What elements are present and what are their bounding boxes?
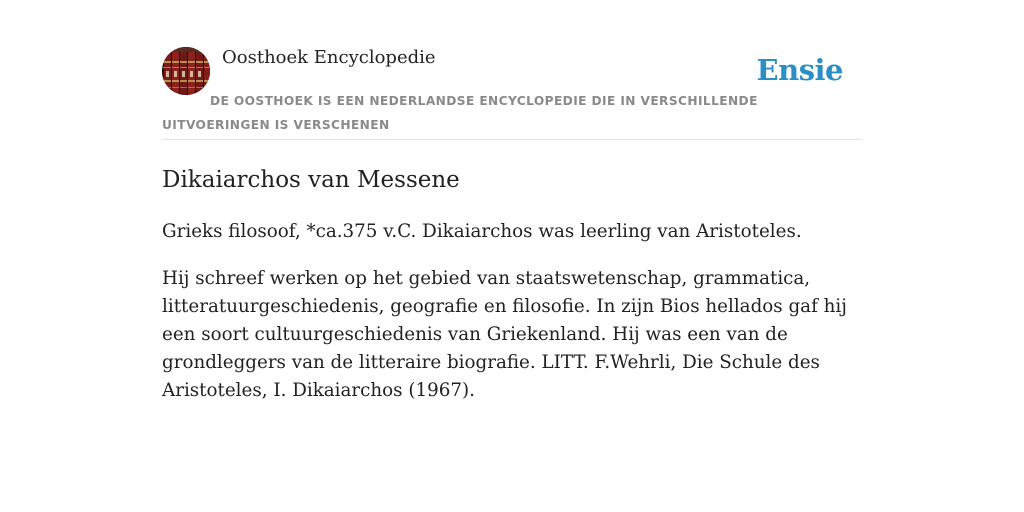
source-name-link[interactable]: Oosthoek Encyclopedie <box>222 47 436 68</box>
source-avatar-icon[interactable] <box>162 47 210 95</box>
page-container <box>162 46 862 405</box>
source-header <box>162 46 862 140</box>
article-title: Dikaiarchos van Messene <box>162 167 460 193</box>
source-tagline: DE OOSTHOEK IS EEN NEDERLANDSE ENCYCLOPEDIE DIE IN VERSCHILLENDE UITVOERINGEN IS VERSCHENEN <box>162 94 758 132</box>
brand-logo-link[interactable]: Ensie <box>756 53 843 87</box>
article-paragraph: Hij schreef werken op het gebied van staatswetenschap, grammatica, litteratuurgeschiedenis, geografie en filosofie. In zijn Bios hellados gaf hij een soort cultuurgeschiedenis van Griekenland. Hij was een van de grondleggers van de litteraire biografie. LITT. F.Wehrli, Die Schule des Aristoteles, I. Dikaiarchos (1967). <box>162 268 847 401</box>
article-paragraph: Grieks filosoof, *ca.375 v.C. Dikaiarchos was leerling van Aristoteles. <box>162 221 802 242</box>
